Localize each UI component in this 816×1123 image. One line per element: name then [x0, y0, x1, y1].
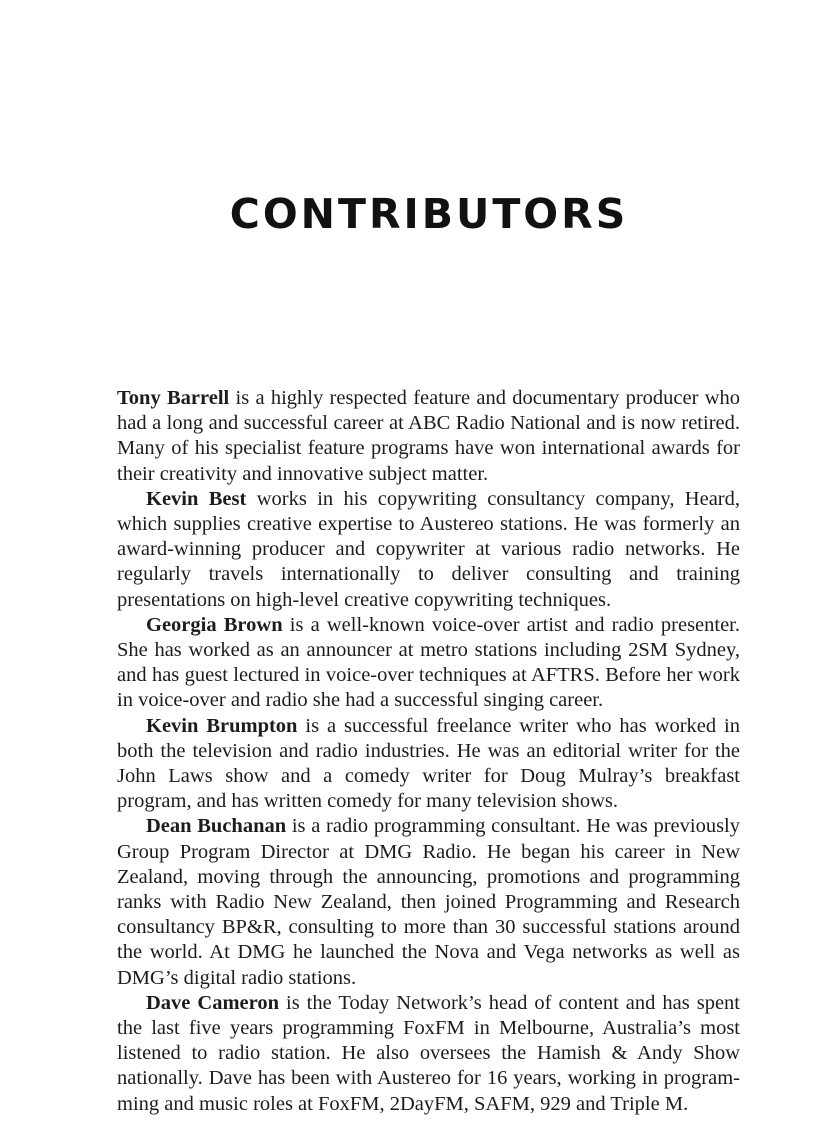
contributor-entry — [117, 487, 740, 613]
contributor-bio: is a well-known voice-over artist and radio presenter. She has worked as an announcer at metro stations including 2SM Sydney, and has guest lectured in voice-over techniques at AFTRS. Before her work in voice-over and radio she had a successful singing career. — [117, 613, 741, 712]
contributor-bio: is a radio programming consultant. He was previously Group Program Director at DMG Radio. He began his career in New Zealand, moving through the announcing, promotions and programming ranks with Radio New Zealand, then joined Programming and Research consultancy BP&R, consulting to more than 30 successful stations around the world. At DMG he launched the Nova and Vega networks as well as DMG’s digital radio stations. — [117, 815, 741, 989]
contributor-entry — [117, 991, 740, 1117]
contributor-bio: is a successful freelance writer who has worked in both the television and radio industries. He was an editorial writer for the John Laws show and a comedy writer for Doug Mulray’s breakfast program, and has written comedy for many television shows. — [117, 714, 741, 813]
contributor-name: Dean Buchanan — [146, 815, 287, 838]
contributor-bio: is the Today Network’s head of content and has spent the last five years programming FoxFM in Melbourne, Australia’s most listened to radio station. He also oversees the Hamish & Andy Show nationally. Dave has been with Austereo for 16 years, working in programming and music roles at FoxFM, 2DayFM, SAFM, 929 and Triple M. — [117, 991, 740, 1115]
contributor-entry — [117, 613, 740, 714]
contributor-name: Kevin Best — [146, 487, 247, 510]
contributor-entry — [117, 386, 740, 487]
contributors-list — [117, 386, 740, 1117]
contributor-entry — [117, 714, 740, 815]
contributor-name: Tony Barrell — [117, 387, 230, 409]
contributor-name: Dave Cameron — [146, 991, 280, 1014]
contributor-bio: works in his copywriting consultancy company, Heard, which supplies creative expertise to Austereo stations. He was formerly an award-winning producer and copywriter at various radio networks. He regularly travels internationally to deliver consulting and training presentations on high-level creative copywriting techniques. — [117, 487, 741, 611]
page-title: CONTRIBUTORS — [229, 190, 629, 238]
contributor-entry — [117, 814, 740, 990]
contributor-name: Kevin Brumpton — [146, 714, 298, 737]
contributor-name: Georgia Brown — [146, 613, 283, 636]
contributor-bio: is a highly respected feature and documentary producer who had a long and successful career at ABC Radio National and is now retired. Many of his specialist feature programs have won international awards for their creativity and innovative subject matter. — [117, 387, 741, 485]
